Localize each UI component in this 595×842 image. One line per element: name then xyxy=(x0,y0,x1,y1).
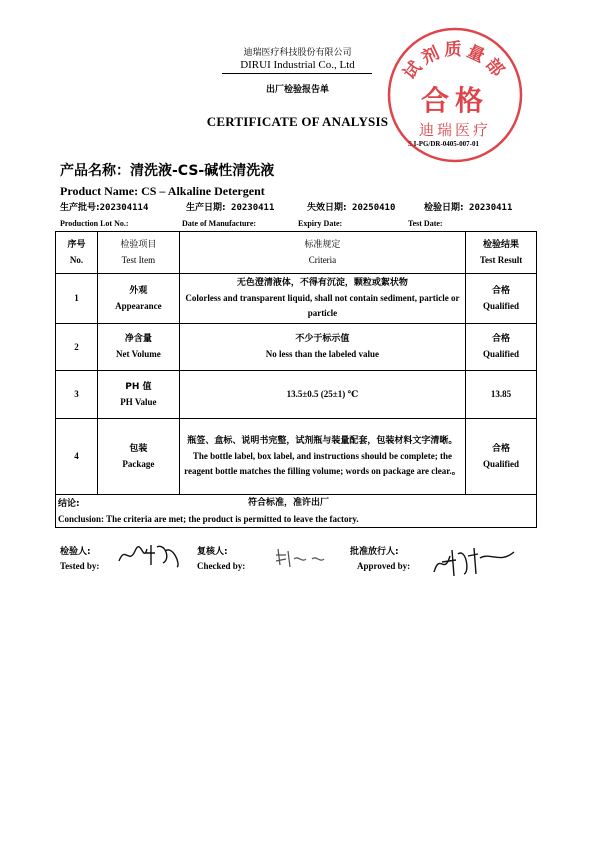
approver-signature xyxy=(430,542,520,580)
stamp-text-top: 试剂质量部 xyxy=(399,40,511,84)
row-1-item-en: Appearance xyxy=(115,300,162,311)
lot-label: 生产批号: xyxy=(60,203,100,213)
row-3-criteria-en: 13.5±0.5 (25±1) ℃ xyxy=(286,389,359,399)
exp-label-en: Expiry Date: xyxy=(298,219,343,228)
row-1-no: 1 xyxy=(56,274,98,324)
row-1-criteria-en: Colorless and transparent liquid, shall not contain sediment, particle or particle xyxy=(185,293,460,318)
row-4-no: 4 xyxy=(56,419,98,495)
tested-by-label-en: Tested by: xyxy=(60,561,100,571)
header-criteria-en: Criteria xyxy=(308,254,337,265)
mfg-label: 生产日期: xyxy=(186,203,226,213)
test-label-en: Test Date: xyxy=(408,219,443,228)
stamp-text-bottom: 迪瑞医疗 xyxy=(418,121,492,139)
conclusion-cn: 符合标准，准许出厂 xyxy=(248,498,330,508)
row-1-result-cn: 合格 xyxy=(492,285,511,296)
lot-number xyxy=(60,200,148,213)
title-en: CERTIFICATE OF ANALYSIS xyxy=(206,114,389,129)
document-number: S.I-PG/DR-0405-007-01 xyxy=(408,140,479,148)
row-2-criteria-cn: 不少于标示值 xyxy=(295,334,350,344)
row-4-criteria-cn: 瓶签、盒标、说明书完整，试剂瓶与装量配套，包装材料文字清晰。 xyxy=(187,436,458,446)
mfg-label-en: Date of Manufacture: xyxy=(182,219,257,228)
row-4-item-en: Package xyxy=(122,458,155,469)
row-3-no: 3 xyxy=(56,371,98,419)
table-row xyxy=(56,419,537,495)
stamp-text-center: 合格 xyxy=(420,84,490,117)
lot-label-en: Production Lot No.: xyxy=(60,219,129,228)
conclusion-en: Conclusion: The criteria are met; the product is permitted to leave the factory. xyxy=(58,514,359,524)
table-row xyxy=(56,371,537,419)
test-date xyxy=(424,200,512,213)
row-2-result-cn: 合格 xyxy=(492,334,511,344)
approved-by-label-cn: 批准放行人: xyxy=(350,547,399,557)
row-2-result-en: Qualified xyxy=(483,349,520,359)
tested-by-label-cn: 检验人: xyxy=(60,547,91,557)
row-2-no: 2 xyxy=(56,324,98,371)
mfg-date xyxy=(186,200,274,213)
exp-value: 20250410 xyxy=(352,203,396,213)
row-1-criteria-cn: 无色澄清液体，不得有沉淀，颗粒或絮状物 xyxy=(236,278,408,288)
title-cn: 出厂检验报告单 xyxy=(265,85,329,95)
checked-by-label-cn: 复核人: xyxy=(197,547,228,557)
test-value: 20230411 xyxy=(469,203,513,213)
lot-value: 202304114 xyxy=(99,203,149,213)
product-name-en: Product Name: CS – Alkaline Detergent xyxy=(60,184,265,198)
row-4-criteria-en: The bottle label, box label, and instructions should be complete; the reagent bottle matches the filling volume; words on package are clear.。 xyxy=(184,451,461,476)
row-2-item-en: Net Volume xyxy=(115,349,161,359)
row-4-result-en: Qualified xyxy=(483,458,520,469)
row-3-result-en: 13.85 xyxy=(490,389,512,399)
product-name-cn: 产品名称：清洗液-CS-碱性清洗液 xyxy=(60,163,275,179)
header-result-en: Test Result xyxy=(479,254,523,265)
table-row xyxy=(56,274,537,324)
exp-label: 失效日期: xyxy=(307,203,347,213)
approved-by-label-en: Approved by: xyxy=(357,561,411,571)
row-4-item-cn: 包装 xyxy=(129,443,148,454)
header-item-cn: 检验项目 xyxy=(120,239,157,250)
checker-signature xyxy=(272,545,332,570)
mfg-value: 20230411 xyxy=(231,203,275,213)
header-criteria-cn: 标准规定 xyxy=(304,239,341,250)
checked-by-label-en: Checked by: xyxy=(197,561,246,571)
results-table xyxy=(55,231,537,528)
row-1-item-cn: 外观 xyxy=(129,285,148,296)
row-2-item-cn: 净含量 xyxy=(124,334,152,344)
row-1-result-en: Qualified xyxy=(483,300,520,311)
header-item-en: Test Item xyxy=(121,254,156,265)
tester-signature xyxy=(115,539,185,569)
test-label: 检验日期: xyxy=(424,203,464,213)
row-3-item-en: PH Value xyxy=(120,396,157,407)
table-row xyxy=(56,324,537,371)
row-2-criteria-en: No less than the labeled value xyxy=(265,349,380,359)
company-name-en: DIRUI Industrial Co., Ltd xyxy=(240,59,355,71)
table-header-row xyxy=(56,232,537,274)
company-name-cn: 迪瑞医疗科技股份有限公司 xyxy=(243,48,352,58)
header-no-cn: 序号 xyxy=(67,239,86,250)
expiry-date xyxy=(307,200,395,213)
conclusion-row xyxy=(56,495,537,528)
svg-text:试剂质量部 xyxy=(399,39,511,84)
conclusion-label: 结论: xyxy=(58,499,80,509)
header-underline xyxy=(222,73,372,74)
quality-stamp xyxy=(385,25,525,165)
header-no-en: No. xyxy=(69,254,84,265)
header-result-cn: 检验结果 xyxy=(483,239,520,250)
row-3-item-cn: PH 值 xyxy=(125,381,152,392)
row-4-result-cn: 合格 xyxy=(492,443,511,454)
